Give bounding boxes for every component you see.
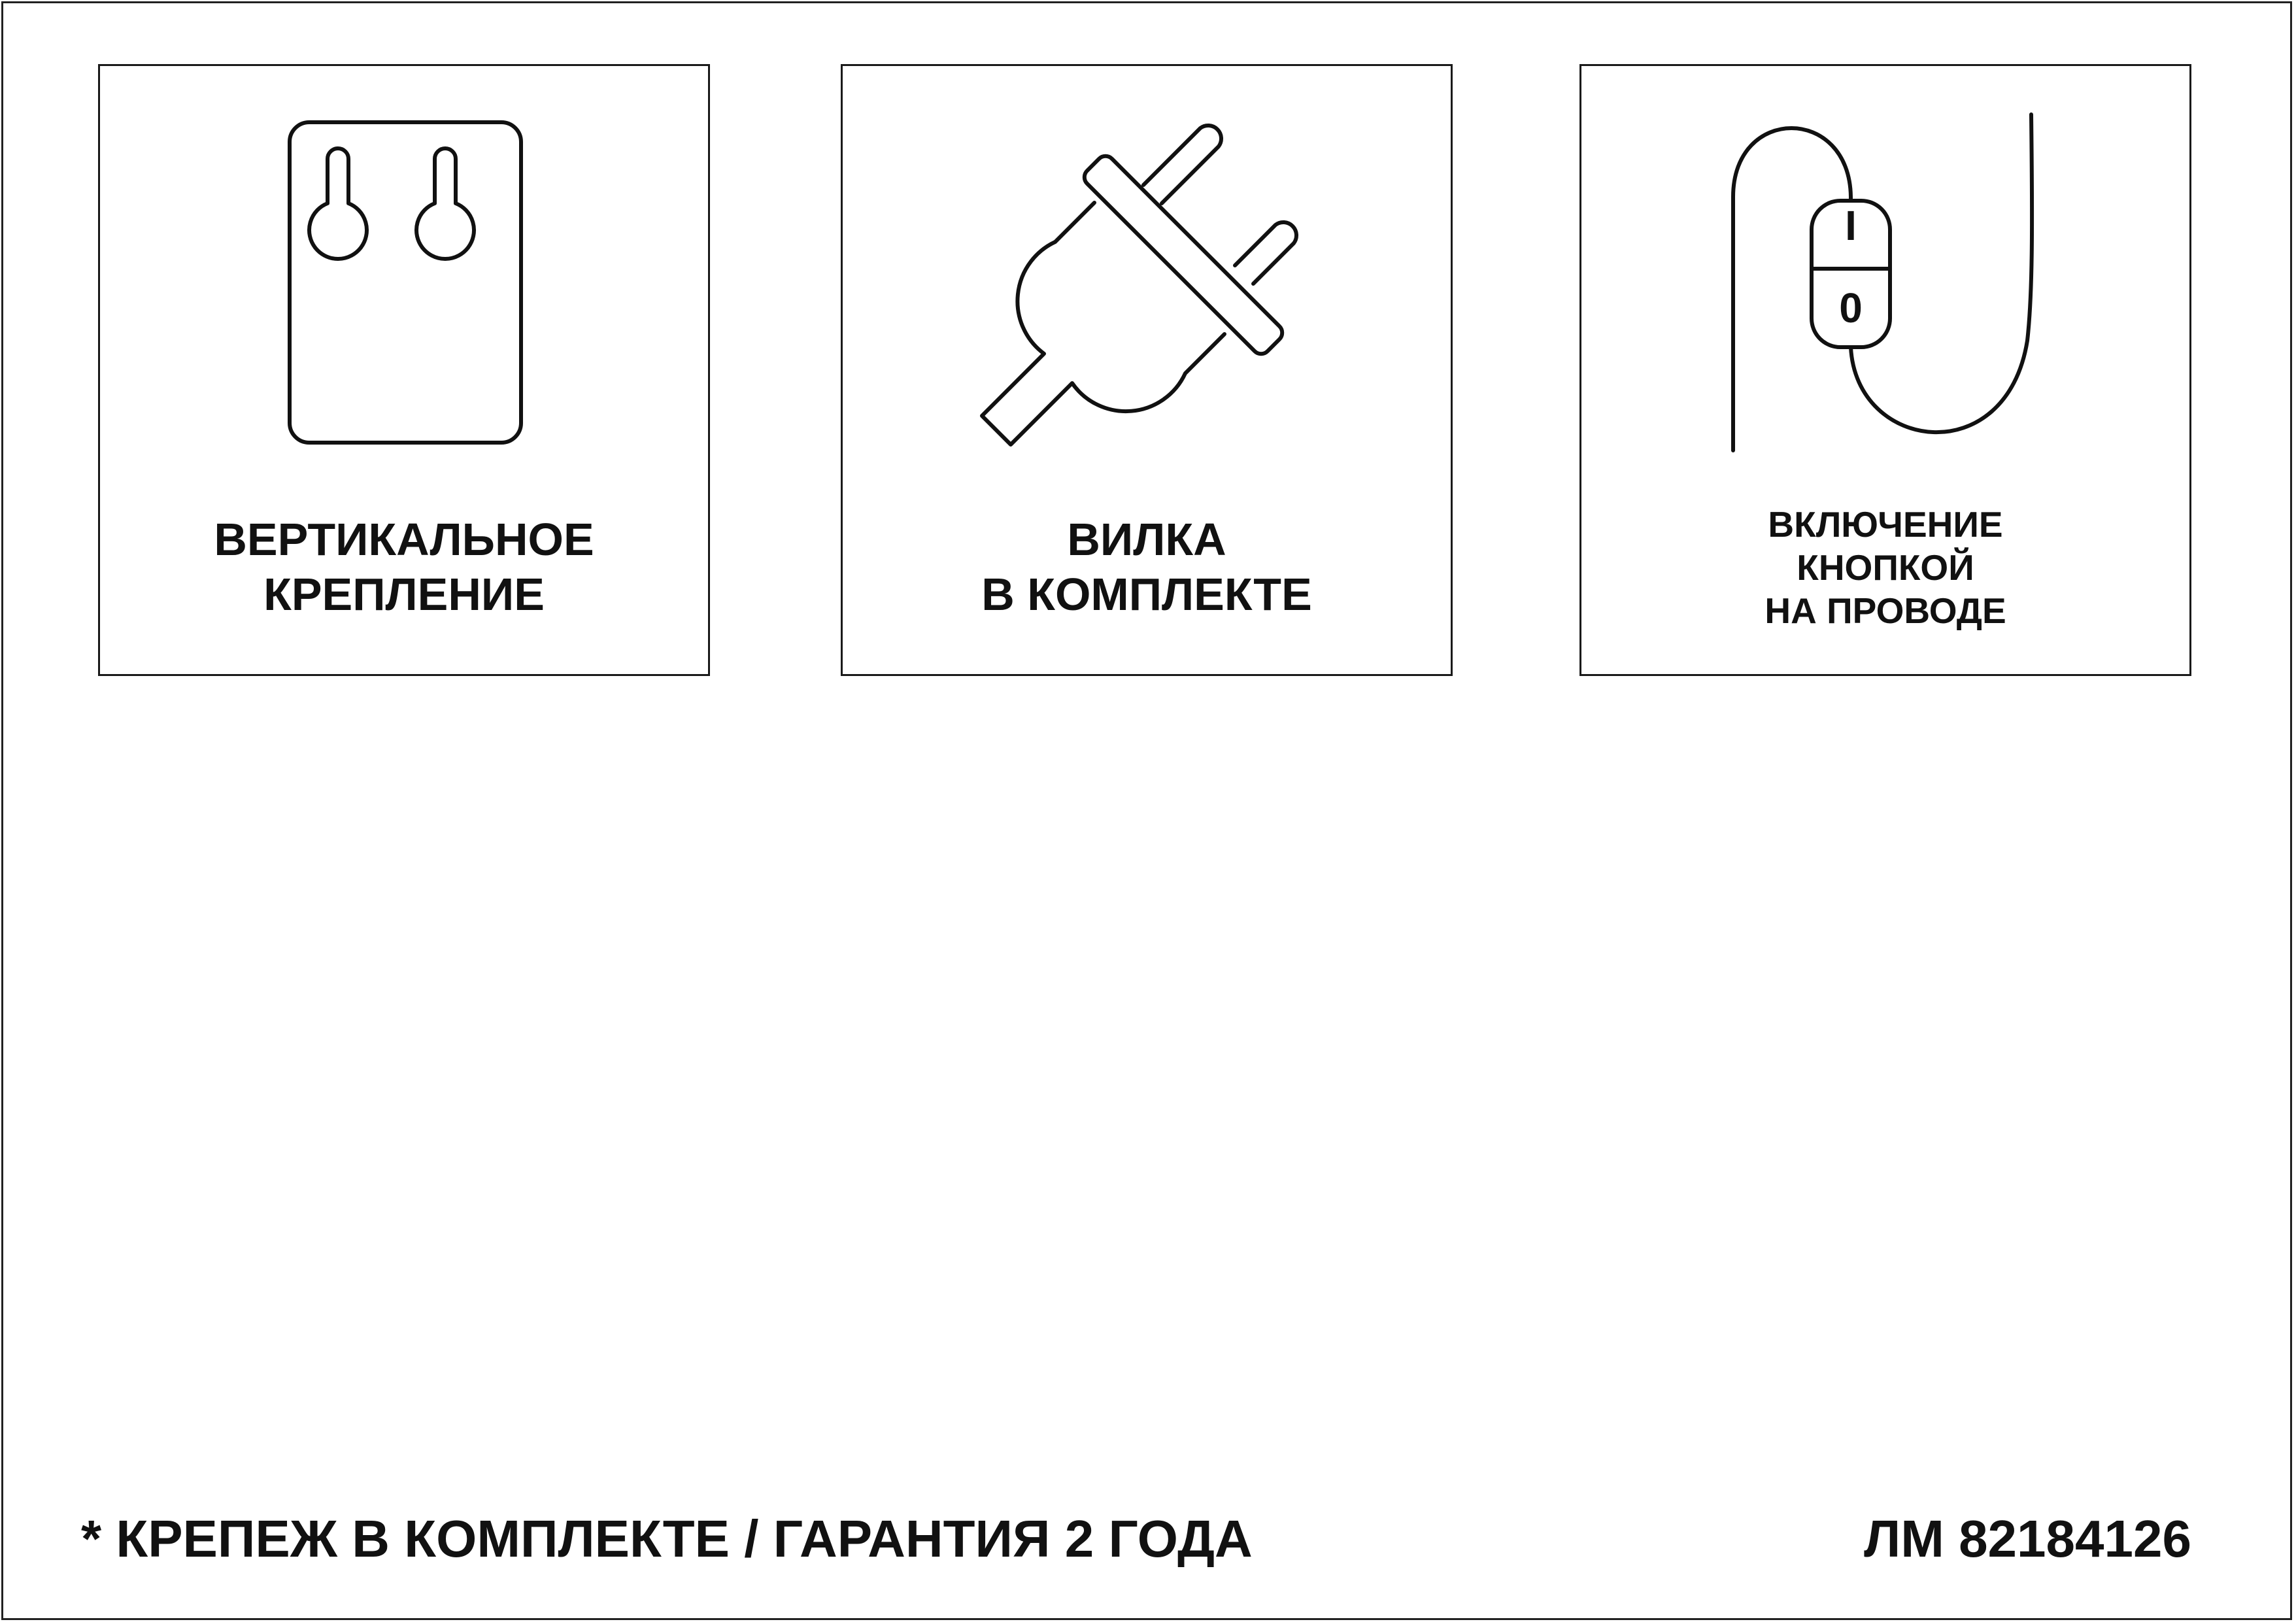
caption-line: КНОПКОЙ: [1797, 547, 1974, 588]
caption-line: ВИЛКА: [1067, 514, 1226, 565]
feature-caption: [1581, 503, 2189, 632]
caption-line: НА ПРОВОДЕ: [1764, 590, 2006, 631]
caption-line: ВЕРТИКАЛЬНОЕ: [214, 514, 594, 565]
feature-card-cord-switch: [1579, 64, 2191, 676]
footer-note: * КРЕПЕЖ В КОМПЛЕКТЕ / ГАРАНТИЯ 2 ГОДА: [81, 1510, 1253, 1568]
caption-line: КРЕПЛЕНИЕ: [263, 569, 545, 620]
feature-card-vertical-mount: [98, 64, 710, 676]
feature-caption: [843, 512, 1451, 622]
switch-on-mark: I: [1845, 202, 1857, 249]
caption-line: ВКЛЮЧЕНИЕ: [1768, 504, 2003, 545]
feature-caption: [100, 512, 708, 622]
caption-line: В КОМПЛЕКТЕ: [981, 569, 1312, 620]
switch-off-mark: 0: [1839, 284, 1863, 331]
feature-card-plug: [841, 64, 1453, 676]
article-number: ЛМ 82184126: [1864, 1510, 2191, 1568]
